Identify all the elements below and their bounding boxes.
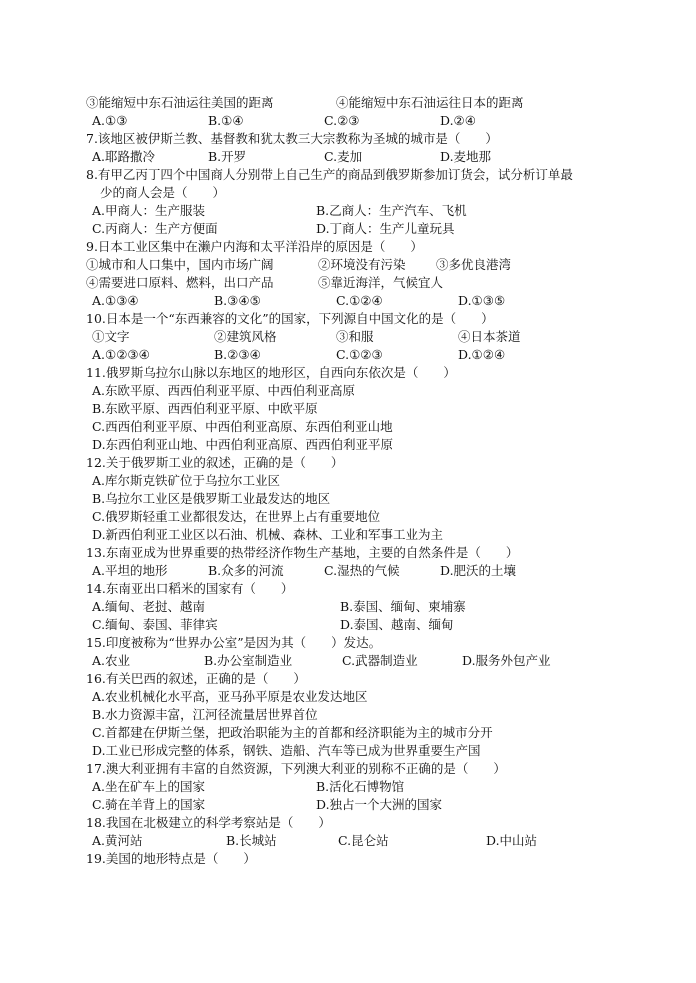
question-11: 11.俄罗斯乌拉尔山脉以东地区的地形区，自西向东依次是（ ）: [86, 365, 456, 380]
option-a: A.缅甸、老挝、越南: [92, 599, 206, 614]
question-13: 13.东南亚成为世界重要的热带经济作物生产基地，主要的自然条件是（ ）: [86, 545, 519, 560]
option-b: B.活化石博物馆: [316, 779, 405, 794]
option-b: B.乌拉尔工业区是俄罗斯工业最发达的地区: [92, 491, 331, 506]
q9-statements-row1: [86, 256, 656, 274]
option-d: D.东西伯利亚山地、中西伯利亚高原、西西伯利亚平原: [92, 437, 394, 452]
option-d: D.服务外包产业: [462, 653, 551, 668]
question-12: 12.关于俄罗斯工业的叙述，正确的是（ ）: [86, 455, 344, 470]
q18-options: [92, 832, 656, 850]
option-d: D.工业已形成完整的体系，钢铁、造船、汽车等已成为世界重要生产国: [92, 743, 481, 758]
option-d: D.①③⑤: [458, 293, 506, 308]
statement-2: ②环境没有污染: [318, 257, 406, 272]
option-c: C.丙商人：生产方便面: [92, 221, 218, 236]
q8-options-row1: [92, 202, 656, 220]
option-c: C.①②③: [336, 347, 383, 362]
option-c: C.武器制造业: [342, 653, 418, 668]
option-a: A.平坦的地形: [92, 563, 168, 578]
option-d: D.独占一个大洲的国家: [316, 797, 443, 812]
option-b: B.东欧平原、西西伯利亚平原、中欧平原: [92, 401, 318, 416]
q9-options: [92, 292, 656, 310]
option-d: D.麦地那: [440, 149, 492, 164]
q10-options: [92, 346, 656, 364]
q8-options-row2: [92, 220, 656, 238]
option-b: B.①④: [208, 113, 244, 128]
option-c: C.麦加: [324, 149, 363, 164]
q6-statements: [86, 94, 656, 112]
q10-statements: [92, 328, 656, 346]
option-a: A.农业: [92, 653, 131, 668]
option-c: C.缅甸、泰国、菲律宾: [92, 617, 218, 632]
option-c: C.骑在羊背上的国家: [92, 797, 206, 812]
statement-3: ③多优良港湾: [436, 257, 512, 272]
option-c: C.②③: [324, 113, 360, 128]
statement-4: ④需要进口原料、燃料，出口产品: [86, 275, 274, 290]
option-c: C.西西伯利亚平原、中西伯利亚高原、东西伯利亚山地: [92, 419, 393, 434]
question-9: 9.日本工业区集中在濑户内海和太平洋沿岸的原因是（ ）: [86, 239, 423, 254]
statement-1: ①文字: [92, 329, 130, 344]
question-19: 19.美国的地形特点是（ ）: [86, 851, 256, 866]
q17-options-row1: [92, 778, 656, 796]
question-14: 14.东南亚出口稻米的国家有（ ）: [86, 581, 294, 596]
q6-options: [92, 112, 656, 130]
question-8: 8.有甲乙丙丁四个中国商人分别带上自己生产的商品到俄罗斯参加订货会，试分析订单最: [86, 167, 573, 182]
statement-3: ③能缩短中东石油运往美国的距离: [86, 95, 274, 110]
question-16: 16.有关巴西的叙述，正确的是（ ）: [86, 671, 306, 686]
statement-2: ②建筑风格: [214, 329, 277, 344]
option-d: D.①②④: [458, 347, 506, 362]
option-d: D.丁商人：生产儿童玩具: [316, 221, 455, 236]
option-d: D.泰国、越南、缅甸: [340, 617, 454, 632]
option-c: C.昆仑站: [338, 833, 389, 848]
question-15: 15.印度被称为“世界办公室”是因为其（ ）发达。: [86, 635, 382, 650]
question-10: 10.日本是一个“东西兼容的文化”的国家，下列源自中国文化的是（ ）: [86, 311, 494, 326]
option-a: A.甲商人：生产服装: [92, 203, 206, 218]
option-c: C.俄罗斯轻重工业都很发达，在世界上占有重要地位: [92, 509, 381, 524]
statement-4: ④能缩短中东石油运往日本的距离: [336, 95, 524, 110]
option-c: C.①②④: [336, 293, 383, 308]
option-b: B.办公室制造业: [204, 653, 293, 668]
question-8-cont: 少的商人会是（ ）: [100, 185, 226, 200]
option-d: D.②④: [440, 113, 476, 128]
option-b: B.②③④: [214, 347, 261, 362]
option-b: B.众多的河流: [208, 563, 284, 578]
option-b: B.乙商人：生产汽车、飞机: [316, 203, 467, 218]
statement-4: ④日本茶道: [458, 329, 521, 344]
option-a: A.库尔斯克铁矿位于乌拉尔工业区: [92, 473, 281, 488]
option-b: B.长城站: [226, 833, 277, 848]
option-c: C.湿热的气候: [324, 563, 400, 578]
option-a: A.①③: [92, 113, 128, 128]
option-d: D.新西伯利亚工业区以石油、机械、森林、工业和军事工业为主: [92, 527, 444, 542]
option-b: B.水力资源丰富，江河径流量居世界首位: [92, 707, 318, 722]
option-a: A.坐在矿车上的国家: [92, 779, 206, 794]
option-d: D.肥沃的土壤: [440, 563, 517, 578]
question-list: [86, 94, 656, 868]
q15-options: [92, 652, 656, 670]
question-18: 18.我国在北极建立的科学考察站是（ ）: [86, 815, 331, 830]
question-7: 7.该地区被伊斯兰教、基督教和犹太教三大宗教称为圣城的城市是（ ）: [86, 131, 498, 146]
question-17: 17.澳大利亚拥有丰富的自然资源，下列澳大利亚的别称不正确的是（ ）: [86, 761, 506, 776]
statement-5: ⑤靠近海洋，气候宜人: [318, 275, 444, 290]
statement-1: ①城市和人口集中，国内市场广阔: [86, 257, 274, 272]
option-a: A.东欧平原、西西伯利亚平原、中西伯利亚高原: [92, 383, 356, 398]
option-a: A.农业机械化水平高，亚马孙平原是农业发达地区: [92, 689, 368, 704]
option-d: D.中山站: [486, 833, 538, 848]
option-b: B.③④⑤: [214, 293, 261, 308]
option-a: A.耶路撒冷: [92, 149, 156, 164]
statement-3: ③和服: [336, 329, 374, 344]
q13-options: [92, 562, 656, 580]
option-b: B.开罗: [208, 149, 247, 164]
option-b: B.泰国、缅甸、柬埔寨: [340, 599, 466, 614]
q14-options-row1: [92, 598, 656, 616]
option-c: C.首都建在伊斯兰堡，把政治职能为主的首都和经济职能为主的城市分开: [92, 725, 493, 740]
option-a: A.黄河站: [92, 833, 143, 848]
option-a: A.①③④: [92, 293, 139, 308]
q9-statements-row2: [86, 274, 656, 292]
option-a: A.①②③④: [92, 347, 150, 362]
q14-options-row2: [92, 616, 656, 634]
q7-options: [92, 148, 656, 166]
q17-options-row2: [92, 796, 656, 814]
